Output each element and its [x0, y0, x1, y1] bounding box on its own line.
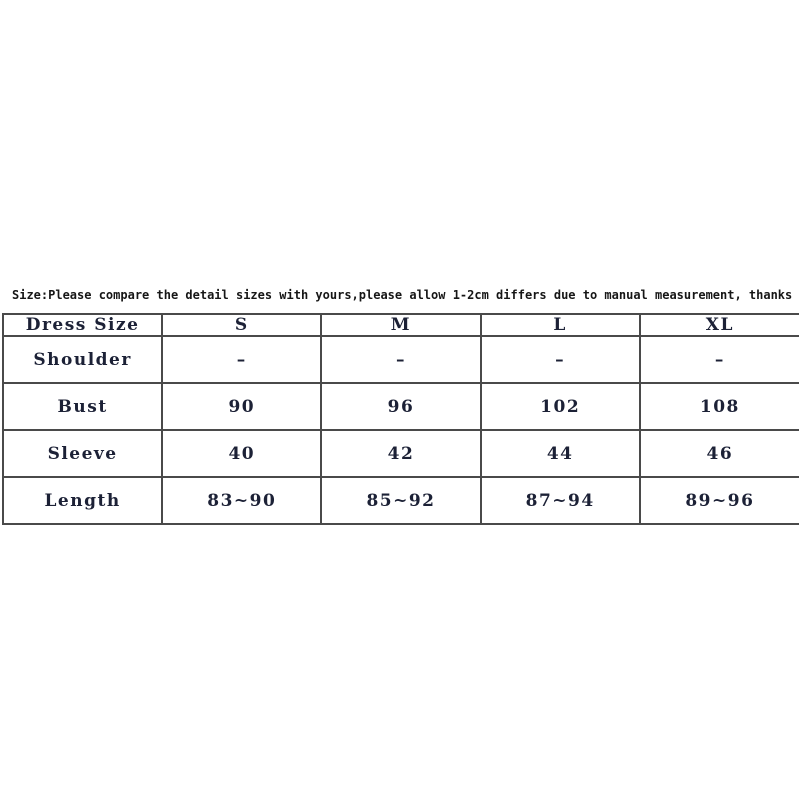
table-cell: – [162, 336, 321, 383]
row-label-length: Length [3, 477, 162, 524]
measurement-note: Size:Please compare the detail sizes with yours,please allow 1-2cm differs due to manual measurement, thanks [12, 288, 793, 302]
table-cell: 90 [162, 383, 321, 430]
column-header-l: L [481, 314, 640, 336]
table-cell: 85~92 [321, 477, 480, 524]
table-cell: – [481, 336, 640, 383]
row-label-bust: Bust [3, 383, 162, 430]
table-cell: 89~96 [640, 477, 799, 524]
table-row-length [3, 477, 799, 524]
header-row [3, 314, 799, 336]
table-cell: 42 [321, 430, 480, 477]
column-header-xl: XL [640, 314, 799, 336]
column-header-s: S [162, 314, 321, 336]
table-cell: – [321, 336, 480, 383]
table-cell: 40 [162, 430, 321, 477]
row-label-sleeve: Sleeve [3, 430, 162, 477]
table-cell: 108 [640, 383, 799, 430]
size-chart-table [2, 313, 799, 525]
table-cell: 102 [481, 383, 640, 430]
table-cell: 87~94 [481, 477, 640, 524]
column-header-dress-size: Dress Size [3, 314, 162, 336]
table-row-shoulder [3, 336, 799, 383]
row-label-shoulder: Shoulder [3, 336, 162, 383]
table-cell: 83~90 [162, 477, 321, 524]
column-header-m: M [321, 314, 480, 336]
table-row-sleeve [3, 430, 799, 477]
table-cell: 46 [640, 430, 799, 477]
table-cell: 96 [321, 383, 480, 430]
table-cell: 44 [481, 430, 640, 477]
table-row-bust [3, 383, 799, 430]
table-cell: – [640, 336, 799, 383]
